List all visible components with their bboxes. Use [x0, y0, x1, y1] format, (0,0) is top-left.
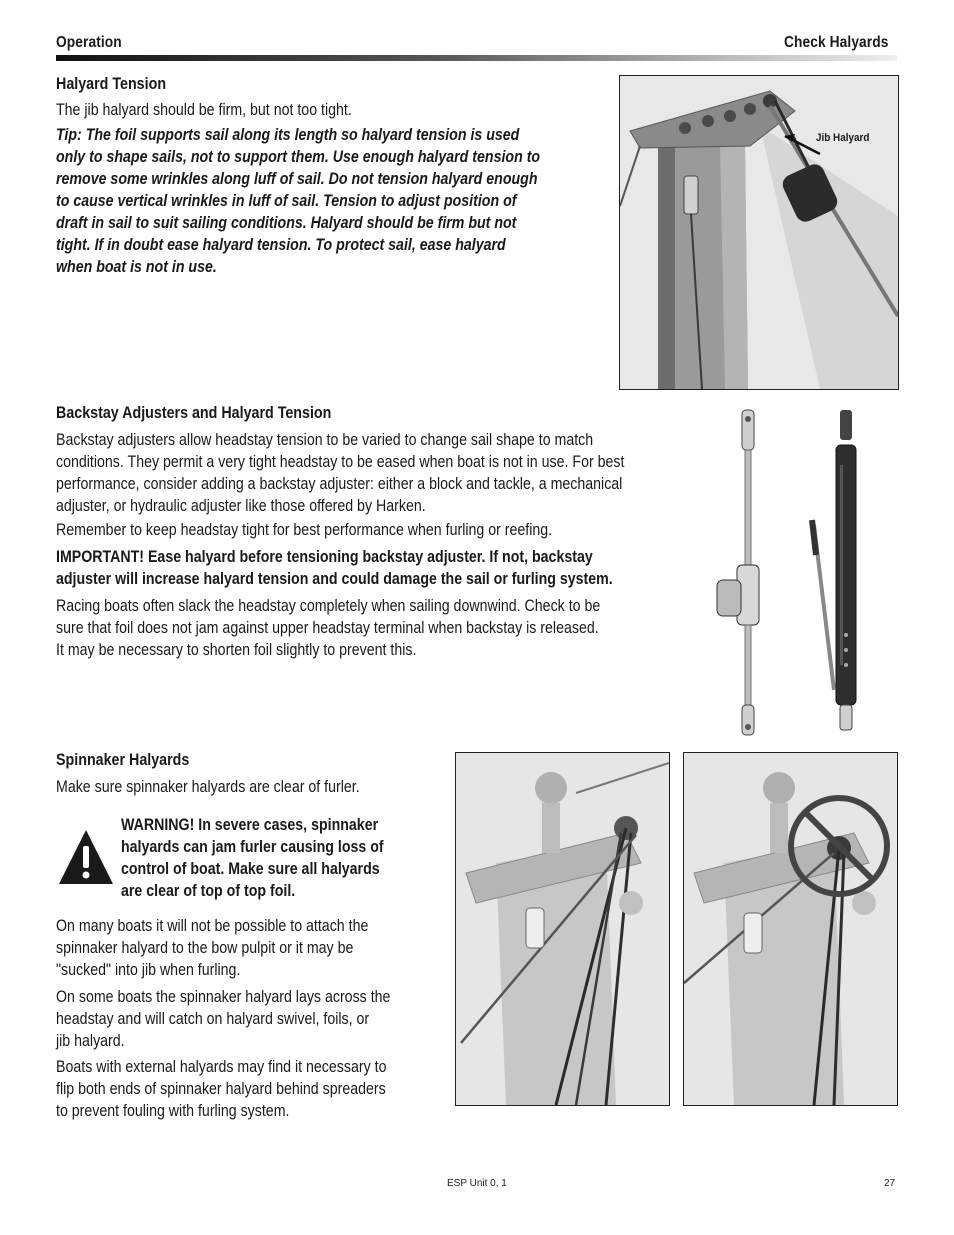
spinnaker-paragraph-3: Boats with external halyards may find it necessary to flip both ends of spinnaker halyard behind spreaders to prevent fouling with furling system.: [56, 1058, 387, 1120]
jib-halyard-photo: [619, 75, 899, 390]
backstay-heading: Backstay Adjusters and Halyard Tension: [56, 403, 332, 422]
spinnaker-paragraph-1: On many boats it will not be possible to attach the spinnaker halyard to the bow pulpit or it may be "sucked" into jib when furling.: [56, 917, 369, 979]
halyard-tension-intro: The jib halyard should be firm, but not too tight.: [56, 101, 352, 119]
header-page-title: Check Halyards: [783, 34, 888, 51]
spinnaker-halyard-correct-photo: [455, 752, 670, 1106]
backstay-paragraph-3: Racing boats often slack the headstay completely when sailing downwind. Check to be sure that foil does not jam against upper headstay terminal when backstay is released. It may be necessary to shorten foil slightly to prevent this.: [56, 597, 601, 659]
footer-document-id: ESP Unit 0, 1: [447, 1178, 507, 1189]
backstay-important-note: IMPORTANT! Ease halyard before tensioning backstay adjuster. If not, backstay adjuster will increase halyard tension and could damage the sail or furling system.: [56, 548, 613, 588]
backstay-adjusters-image: [712, 405, 892, 740]
prohibited-icon: [784, 791, 894, 901]
spinnaker-warning-text: WARNING! In severe cases, spinnaker halyards can jam furler causing loss of control of boat. Make sure all halyards are clear of top of top foil.: [121, 816, 384, 900]
warning-triangle-icon: [58, 828, 114, 886]
backstay-paragraph-2: Remember to keep headstay tight for best performance when furling or reefing.: [56, 521, 553, 539]
halyard-tension-tip: Tip: The foil supports sail along its length so halyard tension is used only to shape sails, not to support them. Use enough halyard tension to remove some wrinkles along luff of sail. Do not tension halyard enough to cause vertical wrinkles in luff of sail. Tension to adjust position of draft in sail to suit sailing conditions. Halyard should be firm but not tight. If in doubt ease halyard tension. To protect sail, ease halyard when boat is not in use.: [56, 126, 541, 276]
spinnaker-intro: Make sure spinnaker halyards are clear of furler.: [56, 778, 360, 796]
header-rule: [56, 55, 897, 61]
footer-page-number: 27: [884, 1178, 896, 1189]
backstay-paragraph-1: Backstay adjusters allow headstay tension to be varied to change sail shape to match conditions. They permit a very tight headstay to be eased when boat is not in use. For best performance, consider adding a backstay adjuster: either a block and tackle, a mechanical adjuster, or hydraulic adjuster like those offered by Harken.: [56, 431, 625, 515]
spinnaker-paragraph-2: On some boats the spinnaker halyard lays across the headstay and will catch on halyard swivel, foils, or jib halyard.: [56, 988, 391, 1050]
jib-halyard-label: Jib Halyard: [816, 132, 870, 144]
halyard-tension-heading: Halyard Tension: [56, 74, 167, 93]
spinnaker-heading: Spinnaker Halyards: [56, 750, 190, 769]
spinnaker-halyard-incorrect-photo: [683, 752, 898, 1106]
header-section-label: Operation: [56, 34, 122, 51]
